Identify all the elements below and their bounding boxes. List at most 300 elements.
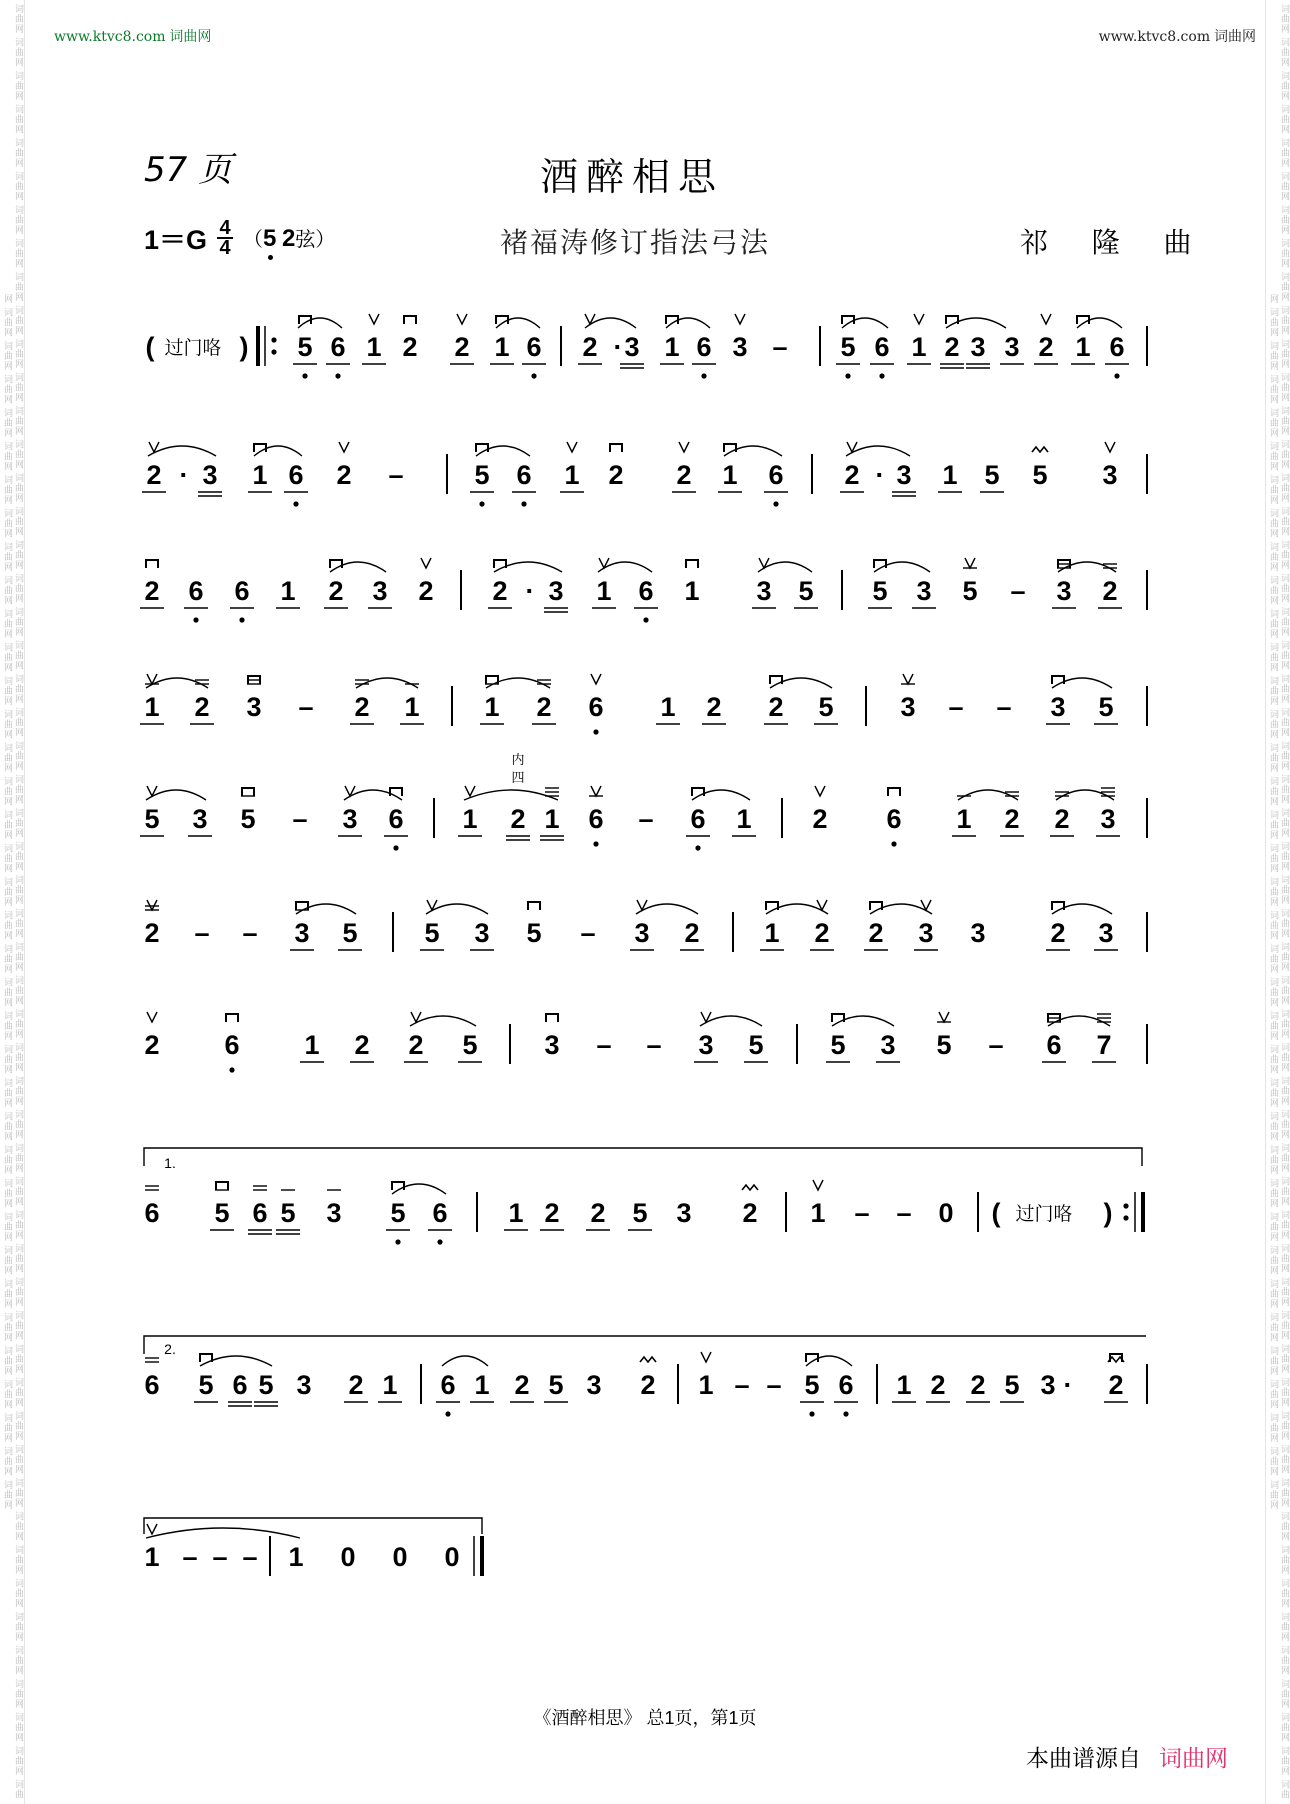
note: 5 <box>258 1370 274 1400</box>
note: 6 <box>1046 1030 1062 1060</box>
note: 2 <box>348 1370 364 1400</box>
note: 6 <box>588 804 604 834</box>
slur-arc <box>464 790 558 800</box>
slur-arc <box>298 318 342 328</box>
note: 5 <box>214 1198 230 1228</box>
note: 6 <box>232 1370 248 1400</box>
note: 1 <box>684 576 700 606</box>
volta-bracket-2 <box>144 1336 1146 1354</box>
note: 2 <box>354 1030 370 1060</box>
note: 2 <box>1004 804 1020 834</box>
note: 1 <box>596 576 612 606</box>
dash-sustain: – <box>298 692 314 722</box>
note: 5 <box>198 1370 214 1400</box>
interlude-paren: ) <box>1103 1198 1113 1228</box>
interlude-label: 过门咯 <box>164 338 222 359</box>
note: 3 <box>756 576 772 606</box>
note: 3 <box>916 576 932 606</box>
octave-dot <box>843 1411 848 1416</box>
octave-dot <box>445 1411 450 1416</box>
slur-arc <box>692 790 750 800</box>
tuning-open: （ <box>243 228 264 251</box>
finger-label-four: 四 <box>511 770 525 785</box>
slur-arc <box>832 1016 894 1026</box>
dash-sustain: – <box>194 918 210 948</box>
octave-dot <box>845 373 850 378</box>
note: 6 <box>874 332 890 362</box>
note: 6 <box>188 576 204 606</box>
note: 3 <box>326 1198 342 1228</box>
dash-sustain: – <box>896 1198 912 1228</box>
note: 5 <box>984 460 1000 490</box>
dash-sustain: – <box>638 804 654 834</box>
dash-sustain: – <box>734 1370 750 1400</box>
repeat-dot <box>271 337 276 342</box>
note: 3 <box>1056 576 1072 606</box>
octave-dot <box>437 1239 442 1244</box>
note: 2 <box>590 1198 606 1228</box>
down-bow-mark <box>216 1182 228 1190</box>
note: 5 <box>390 1198 406 1228</box>
down-bow-mark <box>226 1014 238 1022</box>
note: 3 <box>372 576 388 606</box>
note: 7 <box>1096 1030 1112 1060</box>
up-bow-mark <box>965 558 975 568</box>
note: 6 <box>432 1198 448 1228</box>
note: 5 <box>548 1370 564 1400</box>
note: 0 <box>392 1542 408 1572</box>
note: 1 <box>462 804 478 834</box>
note: · <box>875 460 885 490</box>
note: 6 <box>886 804 902 834</box>
slur-arc <box>636 904 698 914</box>
note: 3 <box>918 918 934 948</box>
note: 2 <box>608 460 624 490</box>
octave-dot <box>531 373 536 378</box>
note: 1 <box>252 460 268 490</box>
note: 2 <box>742 1198 758 1228</box>
note: 1 <box>508 1198 524 1228</box>
note: 3 <box>296 1370 312 1400</box>
note: 2 <box>582 332 598 362</box>
note: · <box>525 576 535 606</box>
note: 2 <box>514 1370 530 1400</box>
note: · <box>179 460 189 490</box>
note: 3 <box>294 918 310 948</box>
up-bow-mark <box>1105 442 1115 452</box>
editor-credit: 褚福涛修订指法弓法 <box>500 227 771 258</box>
octave-dot <box>593 729 598 734</box>
dash-sustain: – <box>772 332 788 362</box>
note: 1 <box>722 460 738 490</box>
note: 0 <box>444 1542 460 1572</box>
site-url: www.ktvc8.com <box>54 29 166 45</box>
down-bow-mark <box>888 788 900 796</box>
trill-mark <box>1032 447 1048 452</box>
down-bow-mark <box>686 560 698 568</box>
note: 5 <box>240 804 256 834</box>
down-bow-mark <box>404 316 416 324</box>
slur-arc <box>392 1184 446 1194</box>
note: 5 <box>748 1030 764 1060</box>
octave-dot <box>643 617 648 622</box>
note: 1 <box>484 692 500 722</box>
note: 1 <box>736 804 752 834</box>
tuning-high-note: 2 <box>281 224 296 252</box>
note: 3 <box>732 332 748 362</box>
note: 2 <box>510 804 526 834</box>
note: 2 <box>1102 576 1118 606</box>
note: 6 <box>288 460 304 490</box>
page-footer: 《酒醉相思》 总1页，第1页 <box>533 1708 757 1728</box>
note: 2 <box>492 576 508 606</box>
note: 1 <box>494 332 510 362</box>
note: 6 <box>638 576 654 606</box>
note: 2 <box>544 1198 560 1228</box>
time-denominator: 4 <box>219 236 231 259</box>
octave-dot <box>1114 373 1119 378</box>
note: 6 <box>252 1198 268 1228</box>
dash-sustain: – <box>988 1030 1004 1060</box>
up-bow-mark <box>679 442 689 452</box>
up-bow-mark <box>903 674 913 684</box>
note: 5 <box>872 576 888 606</box>
note: 2 <box>706 692 722 722</box>
note: 5 <box>342 918 358 948</box>
note: 5 <box>798 576 814 606</box>
slur-arc <box>296 904 356 914</box>
tie-bracket <box>144 1518 482 1534</box>
note: 2 <box>812 804 828 834</box>
octave-dot <box>891 841 896 846</box>
note: 1 <box>896 1370 912 1400</box>
up-bow-mark <box>815 786 825 796</box>
note: 3 <box>676 1198 692 1228</box>
dash-sustain: – <box>580 918 596 948</box>
credit-site-link[interactable]: 词曲网 <box>1159 1745 1228 1771</box>
octave-dot <box>593 841 598 846</box>
note: 3 <box>202 460 218 490</box>
slur-arc <box>410 1016 476 1026</box>
down-bow-mark <box>476 444 488 452</box>
tuning-low-note: 5 <box>263 224 277 252</box>
note: 3 <box>1102 460 1118 490</box>
slur-arc <box>946 318 1006 328</box>
note: 5 <box>1004 1370 1020 1400</box>
note: 2 <box>328 576 344 606</box>
dash-sustain: – <box>596 1030 612 1060</box>
note: 2 <box>1050 918 1066 948</box>
volta-label-2: 2. <box>164 1341 176 1357</box>
octave-dot <box>701 373 706 378</box>
up-bow-mark <box>147 1012 157 1022</box>
note: 6 <box>768 460 784 490</box>
note: 2 <box>930 1370 946 1400</box>
up-bow-mark <box>339 442 349 452</box>
note: 5 <box>526 918 542 948</box>
up-bow-mark <box>465 786 475 796</box>
dash-sustain: – <box>212 1542 228 1572</box>
note: 6 <box>440 1370 456 1400</box>
note: 2 <box>402 332 418 362</box>
note: 6 <box>388 804 404 834</box>
note: 3 <box>1100 804 1116 834</box>
note: · <box>1063 1370 1073 1400</box>
note: 3 <box>548 576 564 606</box>
composer-credit: 祁 隆 曲 <box>1020 227 1210 258</box>
note: 1 <box>698 1370 714 1400</box>
note: 6 <box>696 332 712 362</box>
note: 2 <box>684 918 700 948</box>
note: 1 <box>1075 332 1091 362</box>
note: 5 <box>818 692 834 722</box>
dash-sustain: – <box>292 804 308 834</box>
note: 0 <box>938 1198 954 1228</box>
note: 6 <box>516 460 532 490</box>
slur-arc <box>200 1356 272 1366</box>
note: 3 <box>246 692 262 722</box>
note: 1 <box>382 1370 398 1400</box>
slur-arc <box>870 904 932 914</box>
note: 2 <box>418 576 434 606</box>
note: 3 <box>1004 332 1020 362</box>
octave-dot <box>773 501 778 506</box>
note: 6 <box>1109 332 1125 362</box>
note: 1 <box>956 804 972 834</box>
up-bow-mark <box>735 314 745 324</box>
note: 1 <box>366 332 382 362</box>
note: 3 <box>1098 918 1114 948</box>
note: 6 <box>224 1030 240 1060</box>
finger-label-inner: 内 <box>511 752 525 767</box>
note: 3 <box>586 1370 602 1400</box>
slur-arc <box>874 562 930 572</box>
note: 5 <box>840 332 856 362</box>
up-bow-mark <box>591 674 601 684</box>
note: 1 <box>404 692 420 722</box>
slur-arc <box>1077 318 1122 328</box>
note: 5 <box>804 1370 820 1400</box>
note: 2 <box>146 460 162 490</box>
note: 0 <box>340 1542 356 1572</box>
source-credit[interactable] <box>1026 1740 1228 1773</box>
note: 6 <box>330 332 346 362</box>
up-bow-mark <box>369 314 379 324</box>
octave-dot <box>229 1067 234 1072</box>
note: 3 <box>1040 1370 1056 1400</box>
time-numerator: 4 <box>219 216 231 239</box>
dash-sustain: – <box>242 1542 258 1572</box>
note: 6 <box>144 1370 160 1400</box>
slur-arc <box>1052 904 1112 914</box>
down-bow-mark <box>528 902 540 910</box>
down-bow-mark <box>546 1014 558 1022</box>
dash-sustain: – <box>766 1370 782 1400</box>
up-bow-mark <box>421 558 431 568</box>
repeat-dot <box>1123 1215 1128 1220</box>
credit-text: 本曲谱源自 <box>1026 1745 1141 1771</box>
slur-arc <box>846 446 910 456</box>
note: 1 <box>660 692 676 722</box>
site-name: 词曲网 <box>169 28 212 44</box>
note: 5 <box>144 804 160 834</box>
note: 2 <box>536 692 552 722</box>
note: 2 <box>194 692 210 722</box>
repeat-dot <box>271 349 276 354</box>
note: 3 <box>544 1030 560 1060</box>
slur-arc <box>842 318 888 328</box>
note: 2 <box>640 1370 656 1400</box>
repeat-dot <box>1123 1203 1128 1208</box>
note: 2 <box>970 1370 986 1400</box>
up-bow-mark <box>147 900 157 910</box>
slur-arc <box>476 446 530 456</box>
note: 5 <box>297 332 313 362</box>
note: 5 <box>474 460 490 490</box>
note: 5 <box>936 1030 952 1060</box>
volta-label-1: 1. <box>164 1155 176 1171</box>
note: 1 <box>564 460 580 490</box>
slur-arc <box>806 1356 852 1366</box>
slur-arc <box>700 1016 762 1026</box>
octave-dot <box>393 845 398 850</box>
note: 3 <box>698 1030 714 1060</box>
note: 1 <box>474 1370 490 1400</box>
note: 3 <box>970 918 986 948</box>
note: 2 <box>676 460 692 490</box>
note: 6 <box>838 1370 854 1400</box>
note: 1 <box>942 460 958 490</box>
octave-dot <box>695 845 700 850</box>
up-bow-mark <box>567 442 577 452</box>
dash-sustain: – <box>646 1030 662 1060</box>
note: 2 <box>144 918 160 948</box>
interlude-paren: ( <box>991 1198 1001 1228</box>
up-bow-mark <box>701 1352 711 1362</box>
site-url: www.ktvc8.com <box>1098 29 1211 45</box>
note: 6 <box>588 692 604 722</box>
note: 6 <box>526 332 542 362</box>
note: 2 <box>868 918 884 948</box>
slur-arc <box>254 446 302 456</box>
trill-mark <box>640 1357 656 1362</box>
octave-dot <box>395 1239 400 1244</box>
slur-arc <box>426 904 488 914</box>
note: 3 <box>634 918 650 948</box>
note: 5 <box>830 1030 846 1060</box>
note: 3 <box>970 332 986 362</box>
slur-arc <box>496 318 540 328</box>
note: 3 <box>900 692 916 722</box>
down-bow-mark <box>242 788 254 796</box>
up-bow-mark <box>147 1524 157 1534</box>
up-bow-mark <box>914 314 924 324</box>
octave-dot <box>521 501 526 506</box>
note: 2 <box>844 460 860 490</box>
note: 2 <box>354 692 370 722</box>
dash-sustain: – <box>182 1542 198 1572</box>
dash-sustain: – <box>854 1198 870 1228</box>
note: 6 <box>234 576 250 606</box>
octave-dot <box>293 501 298 506</box>
down-bow-mark <box>146 560 158 568</box>
right-watermark-strip: 词曲网 词曲网 词曲网 词曲网 词曲网 词曲网 词曲网 词曲网 词曲网 词曲网 词曲网 词曲网 词曲网 词曲网 词曲网 词曲网 词曲网 词曲网 词曲网 词曲网 词曲网 词曲网 词曲网 词曲网 词曲网 词曲网 词曲网 词曲网 词曲网 词曲网 词曲网 词曲网 词曲网 词曲网 词曲网 词曲网 词曲网 词曲网 词曲网 词曲网 词曲网 词曲网 词曲网 词曲网 词曲网 词曲网 词曲网 词曲网 词曲网 词曲网 词曲网 词曲网 词曲网 词曲网 词曲网 词曲网 词曲网 词曲网 词曲网 词曲网 词曲网 词曲网 词曲网 词曲网 词曲网 词曲网 词曲网 词曲网 词曲网 词曲网 词曲网 词曲网 词曲网 词曲网 词曲网 词曲网 词曲网 词曲网 词曲网 词曲网 词曲网 词曲网 词曲网 词曲网 词曲网 词曲网 词曲网 词曲网 词曲网 词曲网 <box>1269 4 1290 1800</box>
dash-sustain: – <box>242 918 258 948</box>
note: 5 <box>1032 460 1048 490</box>
octave-dot <box>879 373 884 378</box>
octave-dot <box>335 373 340 378</box>
note: 6 <box>690 804 706 834</box>
note: 2 <box>144 576 160 606</box>
note: 2 <box>1038 332 1054 362</box>
octave-dot <box>809 1411 814 1416</box>
interlude-paren: ( <box>145 332 155 362</box>
note: 1 <box>810 1198 826 1228</box>
note: 1 <box>144 1542 160 1572</box>
note: 5 <box>462 1030 478 1060</box>
note: 1 <box>288 1542 304 1572</box>
note: 2 <box>144 1030 160 1060</box>
tuning-suffix: 弦） <box>295 228 336 251</box>
interlude-label: 过门咯 <box>1015 1204 1073 1225</box>
up-bow-mark <box>591 786 601 796</box>
note: 3 <box>624 332 640 362</box>
up-bow-mark <box>457 314 467 324</box>
down-bow-mark <box>610 444 622 452</box>
slur-arc <box>146 1528 300 1538</box>
octave-dot <box>302 373 307 378</box>
left-watermark-strip: 词曲网 词曲网 词曲网 词曲网 词曲网 词曲网 词曲网 词曲网 词曲网 词曲网 词曲网 词曲网 词曲网 词曲网 词曲网 词曲网 词曲网 词曲网 词曲网 词曲网 词曲网 词曲网 词曲网 词曲网 词曲网 词曲网 词曲网 词曲网 词曲网 词曲网 词曲网 词曲网 词曲网 词曲网 词曲网 词曲网 词曲网 词曲网 词曲网 词曲网 词曲网 词曲网 词曲网 词曲网 词曲网 词曲网 词曲网 词曲网 词曲网 词曲网 词曲网 词曲网 词曲网 词曲网 词曲网 词曲网 词曲网 词曲网 词曲网 词曲网 词曲网 词曲网 词曲网 词曲网 词曲网 词曲网 词曲网 词曲网 词曲网 词曲网 词曲网 词曲网 词曲网 词曲网 词曲网 词曲网 词曲网 词曲网 词曲网 词曲网 词曲网 词曲网 词曲网 词曲网 词曲网 词曲网 词曲网 词曲网 词曲网 词曲网 <box>3 4 24 1800</box>
note: 3 <box>192 804 208 834</box>
octave-dot <box>193 617 198 622</box>
note: 1 <box>764 918 780 948</box>
slur-arc <box>1052 678 1112 688</box>
slur-arc <box>442 1356 488 1366</box>
note: 2 <box>1054 804 1070 834</box>
note: 2 <box>944 332 960 362</box>
note: · <box>613 332 623 362</box>
score-title: 酒醉相思 <box>540 155 725 199</box>
slur-arc <box>494 562 562 572</box>
note: 3 <box>474 918 490 948</box>
note: 5 <box>962 576 978 606</box>
slur-arc <box>770 678 832 688</box>
slur-arc <box>766 904 828 914</box>
trill-mark <box>742 1185 758 1190</box>
note: 1 <box>144 692 160 722</box>
octave-dot <box>479 501 484 506</box>
note: 3 <box>1050 692 1066 722</box>
dash-sustain: – <box>996 692 1012 722</box>
down-bow-mark <box>392 1182 404 1190</box>
note: 2 <box>814 918 830 948</box>
slur-arc <box>724 446 782 456</box>
note: 5 <box>280 1198 296 1228</box>
up-bow-mark <box>939 1012 949 1022</box>
slur-arc <box>666 318 710 328</box>
note: 2 <box>768 692 784 722</box>
slur-arc <box>330 562 386 572</box>
note: 1 <box>664 332 680 362</box>
note: 1 <box>911 332 927 362</box>
dash-sustain: – <box>948 692 964 722</box>
note: 5 <box>424 918 440 948</box>
key-prefix: 1＝G <box>144 225 208 255</box>
dash-sustain: – <box>388 460 404 490</box>
note: 5 <box>1098 692 1114 722</box>
note: 2 <box>454 332 470 362</box>
note: 1 <box>304 1030 320 1060</box>
